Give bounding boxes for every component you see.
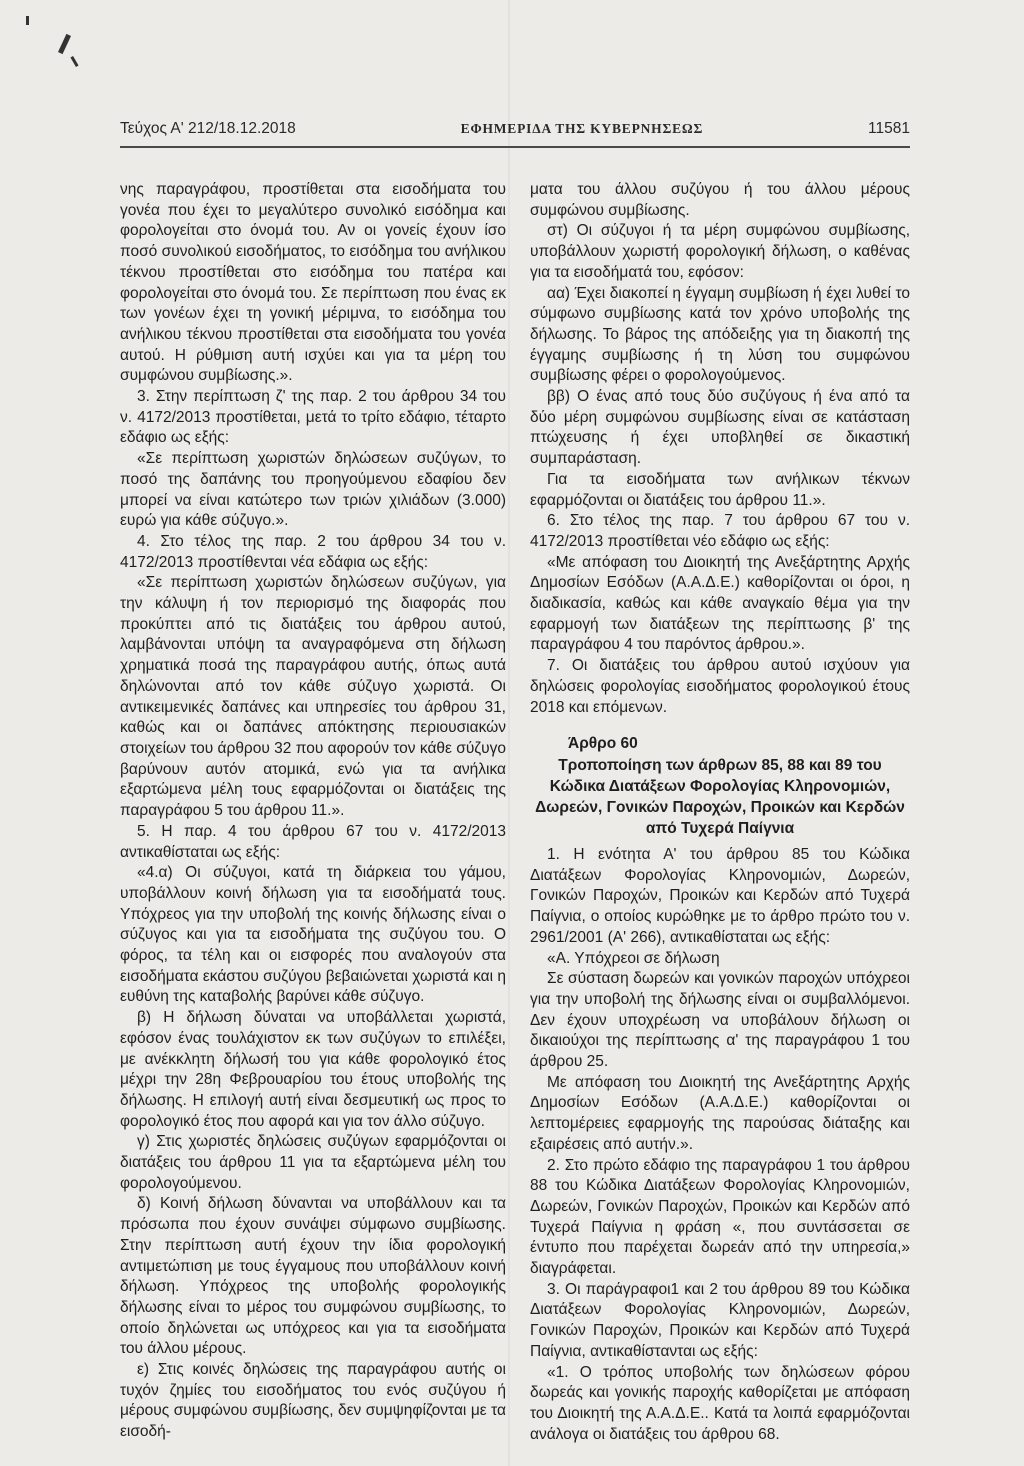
paragraph: «1. Ο τρόπος υποβολής των δηλώσεων φόρου δωρεάς και γονικής παροχής καθορίζεται με απόφαση του Διοικητή της Α.Α.Δ.Ε.. Κατά τα λοιπά εφαρμόζονται ανάλογα οι διατάξεις του άρθρου 68.	[530, 1363, 910, 1443]
paragraph: Για τα εισοδήματα των ανήλικων τέκνων εφαρμόζονται οι διατάξεις του άρθρου 11.».	[530, 470, 910, 509]
paragraph: 1. Η ενότητα Α' του άρθρου 85 του Κώδικα Διατάξεων Φορολογίας Κληρονομιών, Δωρεών, Γονικών Παροχών, Προικών και Κερδών από Τυχερά Παίγνια, ο οποίος κυρώθηκε με το άρθρο πρώτο του ν. 2961/2001 (Α' 266), αντικαθίσταται ως εξής:	[530, 845, 910, 946]
paragraph: ββ) Ο ένας από τους δύο συζύγους ή ένα από τα δύο μέρη συμφώνου συμβίωσης είναι σε κατάσταση πτώχευσης ή έχει υποβληθεί σε δικαστική συμπαράσταση.	[530, 388, 910, 468]
gazette-title: ΕΦΗΜΕΡΙΔΑ ΤΗΣ ΚΥΒΕΡΝΗΣΕΩΣ	[460, 121, 704, 136]
paragraph: Με απόφαση του Διοικητή της Ανεξάρτητης Αρχής Δημοσίων Εσόδων (Α.Α.Δ.Ε.) καθορίζονται οι λεπτομέρειες εφαρμογής της παρούσας διάταξης και εξαιρέσεις από αυτήν.».	[530, 1073, 910, 1153]
paragraph: γ) Στις χωριστές δηλώσεις συζύγων εφαρμόζονται οι διατάξεις του άρθρου 11 για τα εξαρτώμενα μέλη του φορολογούμενου.	[120, 1133, 506, 1192]
scan-mark	[26, 16, 29, 25]
page-header	[120, 120, 910, 142]
paragraph: «Σε περίπτωση χωριστών δηλώσεων συζύγων, για την κάλυψη ή τον περιορισμό της διαφοράς που προκύπτει από τις διατάξεις του άρθρου αυτού, λαμβάνονται υπόψη τα αναγραφόμενα στη δήλωση χρηματικά ποσά της παραγράφου αυτής, όπως αυτά δηλώνονται από τον κάθε σύζυγο χωριστά. Οι αντικειμενικές δαπάνες και υπηρεσίες του άρθρου 31, καθώς και οι δαπάνες απόκτησης περιουσιακών στοιχείων του άρθρου 32 που αφορούν τον κάθε σύζυγο βαρύνουν αυτόν ατομικά, ενώ για τα ανήλικα εξαρτώμενα μέλη τους εφαρμόζονται οι διατάξεις της παραγράφου 5 του άρθρου 11.».	[120, 574, 506, 820]
scan-mark	[58, 34, 71, 54]
paragraph: 6. Στο τέλος της παρ. 7 του άρθρου 67 του ν. 4172/2013 προστίθεται νέο εδάφιο ως εξής:	[530, 512, 910, 550]
paragraph: 2. Στο πρώτο εδάφιο της παραγράφου 1 του άρθρου 88 του Κώδικα Διατάξεων Φορολογίας Κληρονομιών, Δωρεών, Γονικών Παροχών, Προικών και Κερδών από Τυχερά Παίγνια η φράση «, που συντάσσεται σε έντυπο που παρέχεται δωρεάν από την υπηρεσία,» διαγράφεται.	[530, 1156, 910, 1278]
scan-fold-line	[508, 0, 510, 1466]
paragraph: 7. Οι διατάξεις του άρθρου αυτού ισχύουν για δηλώσεις φορολογίας εισοδήματος φορολογικού έτους 2018 και επόμενων.	[530, 657, 910, 716]
paragraph: δ) Κοινή δήλωση δύνανται να υποβάλλουν και τα πρόσωπα που έχουν συνάψει σύμφωνο συμβίωσης. Στην περίπτωση αυτή έχουν την ίδια φορολογική αντιμετώπιση με τους έγγαμους που υποβάλλουν κοινή δήλωση. Υπόχρεος της υποβολής φορολογικής δήλωσης είναι το μέρος του συμφώνου συμβίωσης, το οποίο δηλώνεται ως υπόχρεος και για τα εισοδήματα του άλλου μέρους.	[120, 1195, 506, 1358]
right-column	[530, 180, 910, 1445]
scan-mark	[70, 56, 78, 67]
left-column	[120, 180, 506, 1443]
paragraph: ε) Στις κοινές δηλώσεις της παραγράφου αυτής οι τυχόν ζημίες του εισοδήματος του ενός συζύγου ή μέρους συμφώνου συμβίωσης, δεν συμψηφίζονται με τα εισοδή-	[120, 1361, 506, 1441]
paragraph: «Σε περίπτωση χωριστών δηλώσεων συζύγων, το ποσό της δαπάνης του προηγούμενου εδαφίου δεν μπορεί να είναι κατώτερο των τριών χιλιάδων (3.000) ευρώ για κάθε σύζυγο.».	[120, 450, 506, 530]
paragraph: στ) Οι σύζυγοι ή τα μέρη συμφώνου συμβίωσης, υποβάλλουν χωριστή φορολογική δήλωση, ο καθένας για τα εισοδήματά του, εφόσον:	[530, 222, 910, 281]
paragraph: 3. Οι παράγραφοι1 και 2 του άρθρου 89 του Κώδικα Διατάξεων Φορολογίας Κληρονομιών, Δωρεών, Γονικών Παροχών, Προικών και Κερδών από Τυχερά Παίγνια, αντικαθίστανται ως εξής:	[530, 1280, 910, 1360]
article-title: Τροποποίηση των άρθρων 85, 88 και 89 του Κώδικα Διατάξεων Φορολογίας Κληρονομιών, Δωρεών, Γονικών Παροχών, Προικών και Κερδών από Τυχερά Παίγνια	[535, 756, 905, 837]
paragraph: 3. Στην περίπτωση ζ' της παρ. 2 του άρθρου 34 του ν. 4172/2013 προστίθεται, μετά το τρίτο εδάφιο, τέταρτο εδάφιο ως εξής:	[120, 388, 506, 447]
page-number: 11581	[868, 120, 910, 137]
paragraph: β) Η δήλωση δύναται να υποβάλλεται χωριστά, εφόσον ένας τουλάχιστον εκ των συζύγων το επιλέξει, με ανέκκλητη δήλωσή του για κάθε φορολογικό έτος μέχρι την 28η Φεβρουαρίου του έτους υποβολής της δήλωσης. Η επιλογή αυτή είναι δεσμευτική ως προς το φορολογικό έτος που αφορά και για τον άλλο σύζυγο.	[120, 1009, 506, 1130]
paragraph: «Α. Υπόχρεοι σε δήλωση	[547, 949, 720, 967]
paragraph: ματα του άλλου συζύγου ή του άλλου μέρους συμφώνου συμβίωσης.	[530, 181, 910, 219]
paragraph: αα) Έχει διακοπεί η έγγαμη συμβίωση ή έχει λυθεί το σύμφωνο συμβίωσης κατά τον χρόνο υποβολής της δήλωσης. Το βάρος της απόδειξης για τη διακοπή της έγγαμης συμβίωσης ή τη λύση του συμφώνου συμβίωσης φέρει ο φορολογούμενος.	[530, 284, 910, 385]
paragraph: 5. Η παρ. 4 του άρθρου 67 του ν. 4172/2013 αντικαθίσταται ως εξής:	[120, 822, 506, 861]
paragraph: νης παραγράφου, προστίθεται στα εισοδήματα του γονέα που έχει το μεγαλύτερο συνολικό εισόδημα και φορολογείται στο όνομά του. Αν οι γονείς έχουν ίσο ποσό συνολικού εισοδήματος, το εισόδημα του ανήλικου τέκνου προστίθεται στο εισόδημα του πατέρα και φορολογείται στο όνομά του. Σε περίπτωση που ένας εκ των γονέων έχει τη γονική μέριμνα, το εισόδημα του ανήλικου τέκνου προστίθεται στα εισοδήματα του γονέα αυτού. Η ρύθμιση αυτή ισχύει και για τα μέρη του συμφώνου συμβίωσης.».	[120, 181, 506, 385]
paragraph: Σε σύσταση δωρεών και γονικών παροχών υπόχρεοι για την υποβολή της δήλωσης είναι οι συμβαλλόμενοι. Δεν έχουν υποχρέωση να υποβάλουν δήλωση οι δικαιούχοι της περίπτωσης α' της παραγράφου 1 του άρθρου 25.	[530, 970, 910, 1071]
article-number: Άρθρο 60	[568, 735, 638, 753]
paragraph: 4. Στο τέλος της παρ. 2 του άρθρου 34 του ν. 4172/2013 προστίθενται νέα εδάφια ως εξής:	[120, 532, 506, 571]
issue-label: Τεύχος Α' 212/18.12.2018	[120, 120, 296, 137]
paragraph: «Με απόφαση του Διοικητή της Ανεξάρτητης Αρχής Δημοσίων Εσόδων (Α.Α.Δ.Ε.) καθορίζονται οι όροι, η διαδικασία, καθώς και κάθε αναγκαίο θέμα για την εφαρμογή των διατάξεων της περίπτωσης β' της παραγράφου 4 του παρόντος άρθρου.».	[530, 553, 910, 654]
header-rule	[120, 146, 910, 148]
paragraph: «4.α) Οι σύζυγοι, κατά τη διάρκεια του γάμου, υποβάλλουν κοινή δήλωση για τα εισοδήματά τους. Υπόχρεος για την υποβολή της κοινής δήλωσης είναι ο σύζυγος και για τα εισοδήματα της συζύγου του. Ο φόρος, τα τέλη και οι εισφορές που αναλογούν στα εισοδήματα εκάστου συζύγου βεβαιώνεται χωριστά και η ευθύνη της καταβολής βαρύνει κάθε σύζυγο.	[120, 864, 506, 1006]
